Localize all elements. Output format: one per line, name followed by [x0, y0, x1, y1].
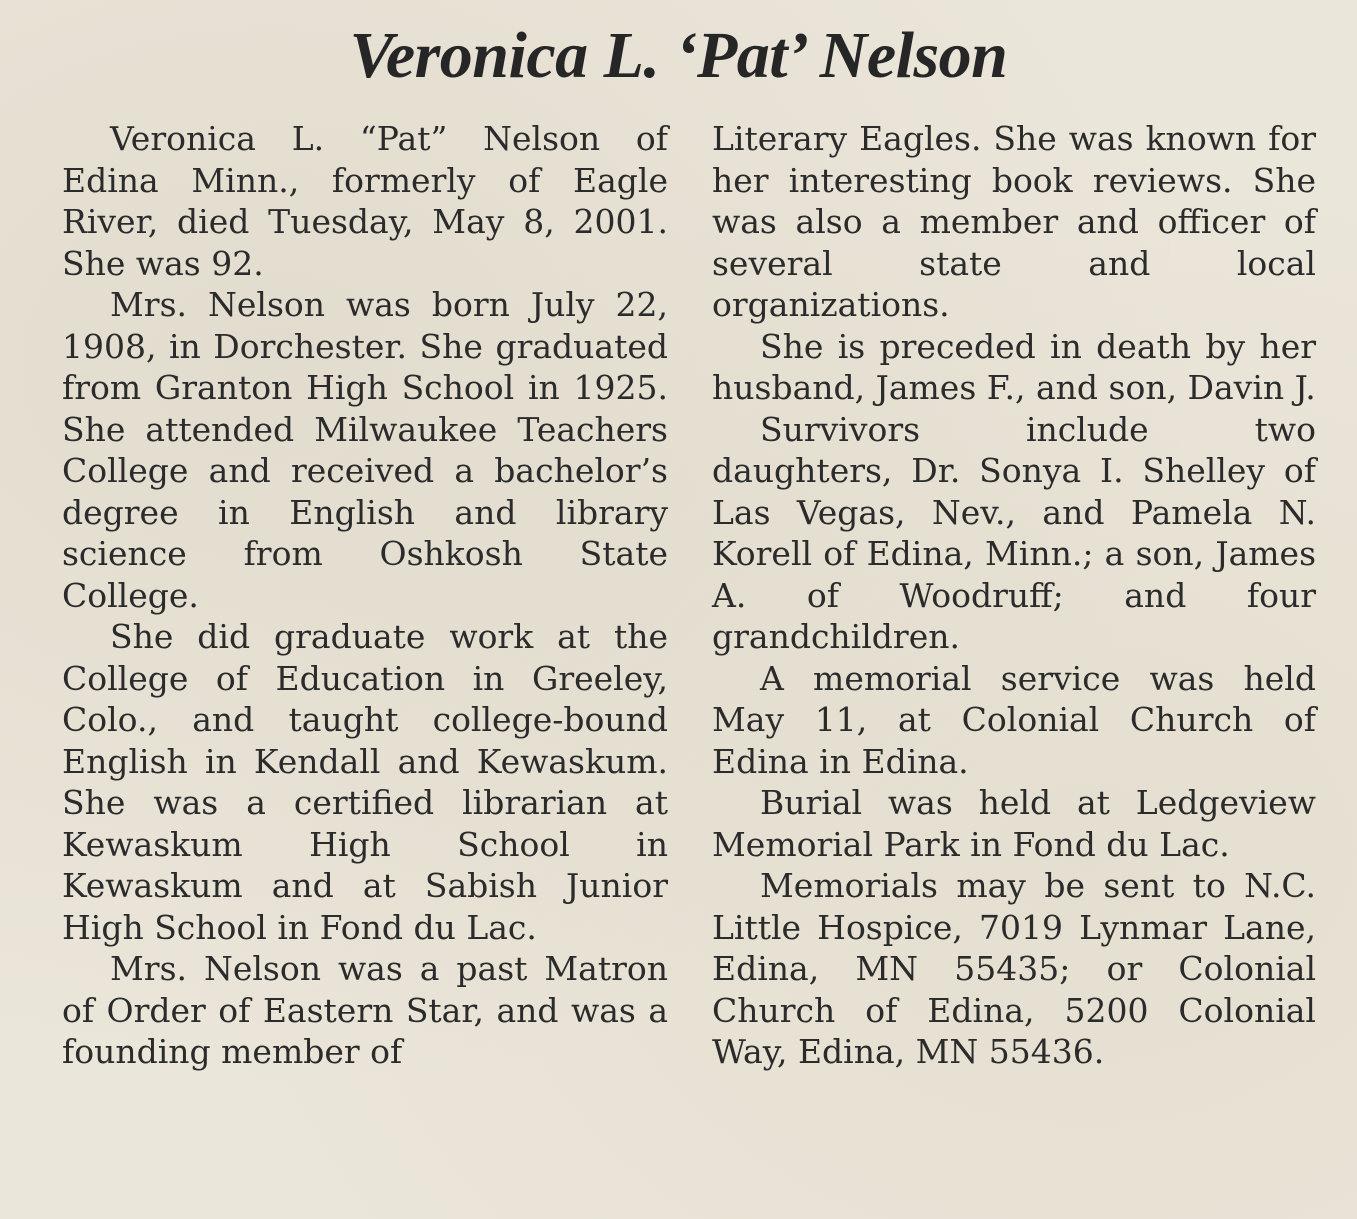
- paragraph-career: She did graduate work at the College of Education in Greeley, Colo., and taught college-bound English in Kendall and Kewaskum. She was a certified librarian at Kewaskum High School in Kewaskum and at Sabish Junior High School in Fond du Lac.: [62, 617, 668, 947]
- paragraph-preceded-in-death: She is preceded in death by her husband, James F., and son, Davin J.: [712, 326, 1316, 407]
- paragraph-memorials: Memorials may be sent to N.C. Little Hospice, 7019 Lynmar Lane, Edina, MN 55435; or Colonial Church of Edina, 5200 Colonial Way, Edina, MN 55436.: [712, 866, 1316, 1071]
- left-column: [62, 118, 668, 1073]
- paragraph-memberships-continued: Literary Eagles. She was known for her interesting book reviews. She was also a member and officer of several state and local organizations.: [712, 119, 1316, 324]
- paragraph-memorial-service: A memorial service was held May 11, at Colonial Church of Edina in Edina.: [712, 658, 1316, 781]
- paragraph-burial: Burial was held at Ledgeview Memorial Park in Fond du Lac.: [712, 783, 1316, 864]
- obituary-headline: Veronica L. ‘Pat’ Nelson: [349, 19, 1008, 92]
- paragraph-birth-education: Mrs. Nelson was born July 22, 1908, in Dorchester. She graduated from Granton High School in 1925. She attended Milwaukee Teachers College and received a bachelor’s degree in English and library science from Oshkosh State College.: [62, 285, 668, 615]
- right-column: [712, 118, 1316, 1073]
- paragraph-memberships-start: Mrs. Nelson was a past Matron of Order of Eastern Star, and was a founding member of: [62, 949, 668, 1071]
- paragraph-survivors: Survivors include two daughters, Dr. Sonya I. Shelley of Las Vegas, Nev., and Pamela N. Korell of Edina, Minn.; a son, James A. of Woodruff; and four grandchildren.: [712, 409, 1316, 656]
- paragraph-death-notice: Veronica L. “Pat” Nelson of Edina Minn., formerly of Eagle River, died Tuesday, May 8, 2001. She was 92.: [62, 119, 668, 283]
